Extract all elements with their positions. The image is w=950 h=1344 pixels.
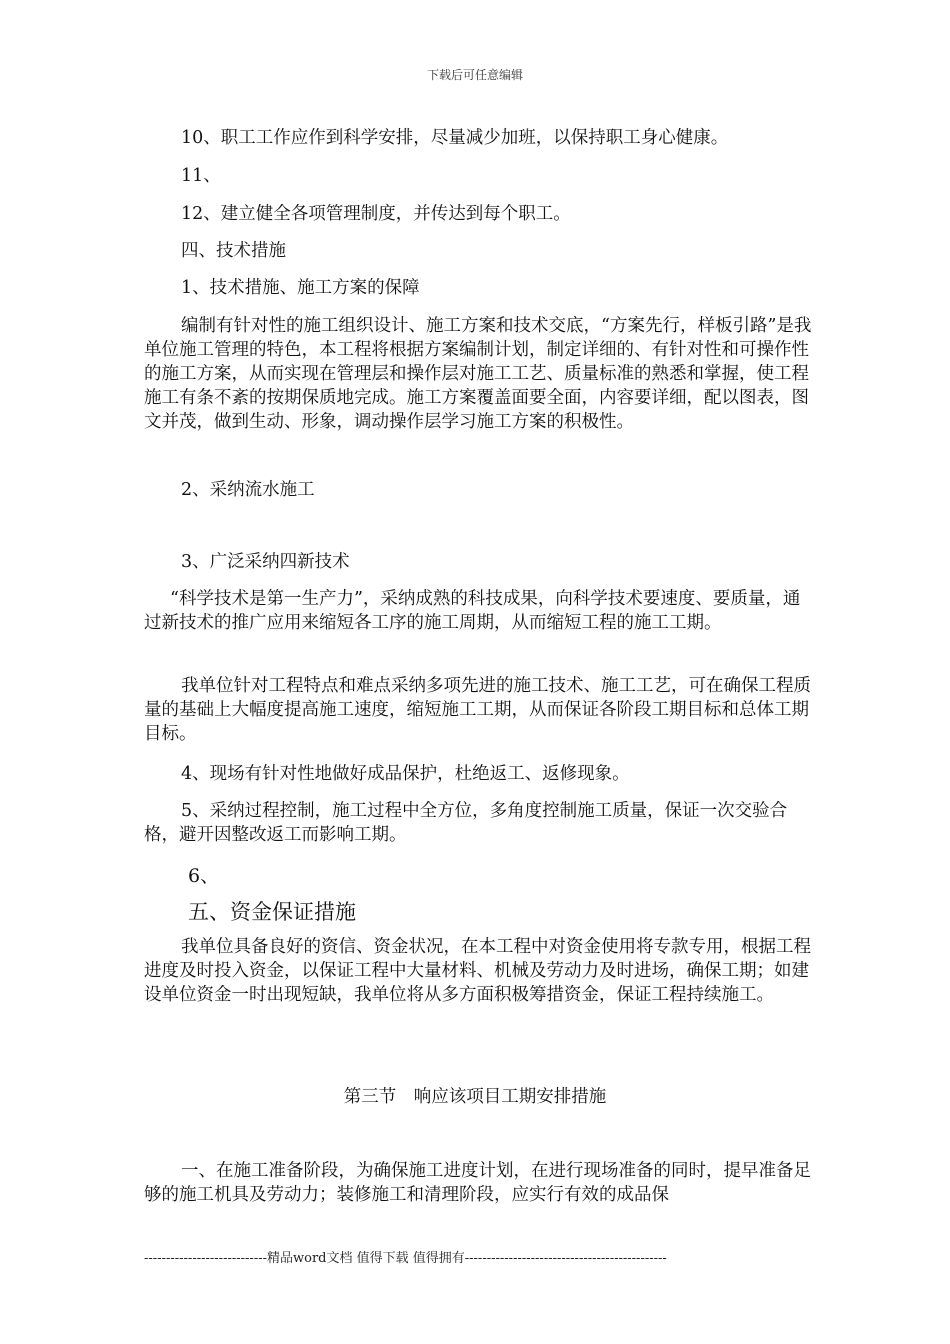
technical-item-5: 5、采纳过程控制，施工过程中全方位，多角度控制施工质量，保证一次交验合格，避开因整改返工而影响工期。 bbox=[144, 801, 788, 845]
technical-item-2: 2、采纳流水施工 bbox=[181, 480, 315, 500]
fund-measures-body: 我单位具备良好的资信、资金状况，在本工程中对资金使用将专款专用，根据工程进度及时投入资金，以保证工程中大量材料、机械及劳动力及时进场，确保工期；如建设单位资金一时出现短缺，我单位将从多方面积极筹措资金，保证工程持续施工。 bbox=[144, 937, 811, 1005]
schedule-item-1-body: 一、在施工准备阶段，为确保施工进度计划，在进行现场准备的同时，提早准备足够的施工机具及劳动力；装修施工和清理阶段，应实行有效的成品保 bbox=[144, 1161, 811, 1205]
section-title: 第三节 响应该项目工期安排措施 bbox=[343, 1087, 607, 1107]
technical-item-3-body-2: 我单位针对工程特点和难点采纳多项先进的施工技术、施工工艺，可在确保工程质量的基础上大幅度提高施工速度，缩短施工工期，从而保证各阶段工期目标和总体工期目标。 bbox=[144, 676, 811, 744]
item-12: 12、建立健全各项管理制度，并传达到每个职工。 bbox=[181, 204, 571, 224]
heading-fund-measures: 五、资金保证措施 bbox=[188, 900, 356, 924]
item-11: 11、 bbox=[181, 166, 221, 186]
technical-item-3: 3、广泛采纳四新技术 bbox=[181, 552, 350, 572]
heading-technical-measures: 四、技术措施 bbox=[181, 241, 286, 261]
technical-item-1-body: 编制有针对性的施工组织设计、施工方案和技术交底，“方案先行，样板引路”是我单位施工管理的特色，本工程将根据方案编制计划，制定详细的、有针对性和可操作性的施工方案，从而实现在管理层和操作层对施工工艺、质量标准的熟悉和掌握，使工程施工有条不紊的按期保质地完成。施工方案覆盖面要全面，内容要详细，配以图表，图文并茂，做到生动、形象，调动操作层学习施工方案的积极性。 bbox=[144, 316, 812, 432]
technical-item-6: 6、 bbox=[188, 865, 220, 887]
item-10: 10、职工工作应作到科学安排，尽量减少加班，以保持职工身心健康。 bbox=[181, 128, 729, 148]
technical-item-1: 1、技术措施、施工方案的保障 bbox=[181, 278, 420, 298]
page-header: 下载后可任意编辑 bbox=[426, 68, 523, 82]
technical-item-3-body-1: “科学技术是第一生产力”，采纳成熟的科技成果，向科学技术要速度、要质量，通过新技术的推广应用来缩短各工序的施工周期，从而缩短工程的施工工期。 bbox=[144, 589, 801, 633]
page-footer: ----------------------------精品word文档 值得下载 值得拥有---------------------------------------------- bbox=[144, 1251, 667, 1266]
technical-item-4: 4、现场有针对性地做好成品保护，杜绝返工、返修现象。 bbox=[181, 764, 630, 784]
